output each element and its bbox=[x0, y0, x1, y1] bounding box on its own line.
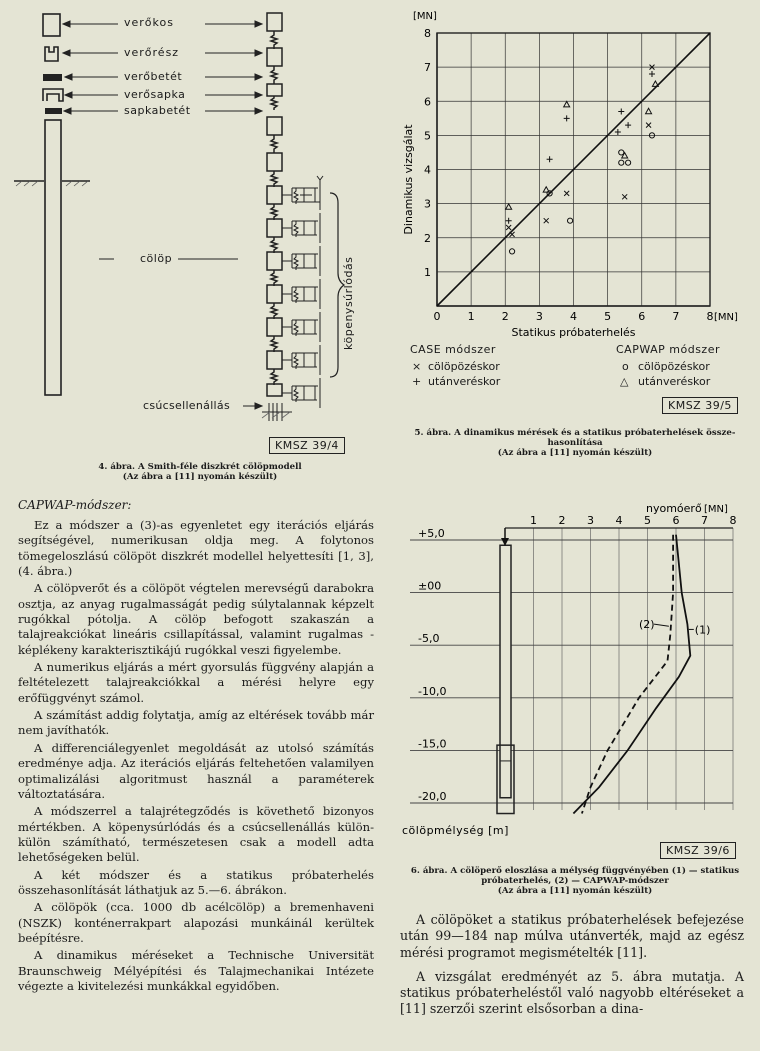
x-tick-label: 8 bbox=[706, 310, 714, 323]
fig6-caption-line1: 6. ábra. A cölöperő eloszlása a mélység függvényében (1) — statikus bbox=[410, 866, 740, 876]
paragraph: A két módszer és a statikus próbaterhelés összehasonlítását láthatjuk az 5.—6. ábrákon. bbox=[18, 867, 374, 897]
x-tick-label: 6 bbox=[638, 310, 646, 323]
legend-o-symbol: o bbox=[622, 360, 629, 373]
point-capwap-triangle bbox=[652, 81, 658, 86]
right-text-column bbox=[400, 912, 744, 1020]
point-capwap-o bbox=[619, 150, 624, 155]
y-tick-label: 4 bbox=[424, 163, 431, 177]
point-capwap-triangle bbox=[646, 108, 652, 113]
hammer-body-shape bbox=[45, 47, 58, 61]
label-hammer-ram: verőkos bbox=[124, 16, 174, 29]
paragraph: Ez a módszer a (3)-as egyenletet egy iterációs eljárás segítségével, numerikusan oldja meg. A folytonos tömegeloszlású cölöpöt diszkrét modellel helyettesíti [1, 3], (4. ábra.) bbox=[18, 518, 374, 579]
y-tick-label: 1 bbox=[424, 265, 431, 279]
x-axis-title: nyomóerő bbox=[646, 502, 702, 515]
x-tick-label: 4 bbox=[570, 310, 577, 323]
right-body bbox=[400, 912, 744, 1018]
point-case-plus bbox=[547, 156, 553, 162]
section-heading: CAPWAP-módszer: bbox=[18, 498, 132, 512]
hammer-ram-shape bbox=[43, 14, 60, 36]
point-case-x bbox=[506, 225, 511, 230]
label-skin-friction: köpenysúrlódás bbox=[342, 256, 355, 350]
x-tick-label: 2 bbox=[501, 310, 509, 323]
paragraph: A differenciálegyenlet megoldását az utolsó számítás eredménye adja. Az iterációs eljárás feltehetően valamilyen optimalizálási algoritmust használ a paraméterek változtatására. bbox=[18, 740, 374, 801]
legend-case-title: CASE módszer bbox=[410, 343, 496, 356]
fig5-caption-line1: 5. ábra. A dinamikus mérések és a statikus próbaterhelések össze- bbox=[414, 428, 736, 438]
fig5-code-box: KMSZ 39/5 bbox=[662, 397, 738, 414]
x-tick-label: 8 bbox=[729, 514, 737, 527]
paragraph: A numerikus eljárás a mért gyorsulás függvény alapján a feltételezett talajreakciókkal a mérési helyre egy erőfüggvényt számol. bbox=[18, 660, 374, 705]
point-case-x bbox=[510, 232, 515, 237]
y-tick-label: 8 bbox=[424, 27, 431, 40]
point-case-plus bbox=[625, 122, 631, 128]
label-curve-1: (1) bbox=[694, 623, 711, 637]
y-tick-label: 7 bbox=[424, 61, 431, 75]
x-unit-label: [MN] bbox=[714, 312, 738, 323]
point-case-plus bbox=[615, 129, 621, 135]
figure-6 bbox=[390, 500, 760, 900]
point-case-plus bbox=[618, 108, 624, 114]
x-tick-label: 7 bbox=[672, 310, 680, 323]
figure-4 bbox=[0, 0, 380, 490]
left-text-column bbox=[18, 498, 374, 996]
leader-curve-2 bbox=[654, 624, 669, 626]
paragraph: A vizsgálat eredményét az 5. ábra mutatja. A statikus próbaterheléstől való nagyobb eltéréseket a [11] szerzői szerint elsősorban a dina- bbox=[400, 968, 744, 1017]
cap-cushion-shape bbox=[45, 108, 62, 114]
fig6-caption-line3: (Az ábra a [11] nyomán készült) bbox=[497, 886, 653, 896]
point-capwap-o bbox=[509, 249, 514, 254]
point-capwap-o bbox=[567, 218, 572, 223]
x-tick-label: 2 bbox=[558, 514, 566, 527]
x-tick-label: 5 bbox=[644, 514, 651, 527]
y-tick-label: +5,0 bbox=[418, 527, 445, 540]
paragraph: A cölöpöket a statikus próbaterhelések befejezése után 99—184 nap múlva utánverték, majd az egész mérési programot megismételték [11]. bbox=[400, 912, 744, 960]
curve-capwap bbox=[582, 535, 673, 814]
point-case-x bbox=[622, 194, 627, 199]
fig5-chart bbox=[390, 0, 760, 350]
point-capwap-o bbox=[619, 160, 624, 165]
fig5-caption-line2: hasonlítása bbox=[547, 438, 603, 448]
legend-capwap-title: CAPWAP módszer bbox=[616, 343, 720, 356]
y-tick-label: -15,0 bbox=[418, 737, 447, 751]
y-tick-label: 5 bbox=[424, 129, 431, 143]
paragraph: A számítást addig folytatja, amíg az eltérések tovább már nem javíthatók. bbox=[18, 708, 374, 738]
legend-capwap-tri: utánveréskor bbox=[638, 375, 711, 388]
y-tick-label: -20,0 bbox=[418, 790, 447, 803]
fig6-code-box: KMSZ 39/6 bbox=[660, 842, 736, 859]
pile-shape bbox=[45, 120, 61, 395]
point-case-plus bbox=[506, 218, 512, 224]
paragraph: A cölöpök (cca. 1000 db acélcölöp) a bremenhaveni (NSZK) konténerrakpart alapozási munkáinál kerültek beépítésre. bbox=[18, 900, 374, 945]
y-tick-label: 6 bbox=[424, 95, 431, 109]
point-capwap-triangle bbox=[506, 204, 512, 209]
fig5-caption-line3: (Az ábra a [11] nyomán készült) bbox=[497, 448, 653, 458]
smith-model-drawing bbox=[0, 0, 380, 460]
point-capwap-triangle bbox=[543, 187, 549, 192]
paragraph: A dinamikus méréseket a Technische Universität Braunschweig Mélyépítési és Talajmechanikai Intézete végezte a kivitelezési munkákkal egyidőben. bbox=[18, 948, 374, 993]
point-case-plus bbox=[649, 71, 655, 77]
label-toe-resistance: csúcsellenállás bbox=[143, 399, 230, 412]
x-tick-label: 0 bbox=[433, 310, 441, 323]
paragraph: A cölöpverőt és a cölöpöt végtelen merevségű darabokra osztja, az anyag rugalmasságát pedig súlytalannak képzelt rugókkal pótolja. A cölöp befogott szakaszán a talajreakciókat lineáris csillapítással, valamint rugalmas -képlékeny karakterisztikájú rugókkal veszi figyelembe. bbox=[18, 581, 374, 657]
label-hammer-body: verőrész bbox=[124, 46, 180, 59]
label-pile: cölöp bbox=[140, 252, 173, 265]
hammer-cushion-shape bbox=[43, 74, 62, 81]
fig6-caption-line2: próbaterhelés, (2) — CAPWAP-módszer bbox=[481, 876, 669, 886]
legend-triangle-symbol: △ bbox=[620, 375, 629, 388]
point-capwap-triangle bbox=[622, 153, 628, 158]
pile-cap-shape bbox=[43, 89, 63, 101]
x-tick-label: 1 bbox=[530, 514, 537, 527]
y-tick-label: 2 bbox=[424, 231, 431, 245]
point-case-plus bbox=[564, 115, 570, 121]
paragraph: A módszerrel a talajrétegződés is követhető bizonyos mértékben. A köpenysúrlódás és a csúcsellenállás külön-külön számítható, természetesen csak a modell adta lehetőségeken belül. bbox=[18, 804, 374, 865]
fig4-caption-line2: (Az ábra a [11] nyomán készült) bbox=[122, 472, 278, 482]
y-tick-label: -5,0 bbox=[418, 632, 440, 646]
y-tick-label: 3 bbox=[424, 197, 431, 211]
x-tick-label: 6 bbox=[672, 514, 680, 527]
label-cap-cushion: sapkabetét bbox=[124, 104, 191, 117]
label-curve-2: (2) bbox=[638, 618, 655, 632]
legend-x-symbol: × bbox=[412, 360, 422, 373]
y-unit-label: [MN] bbox=[413, 11, 437, 22]
x-tick-label: 3 bbox=[587, 514, 594, 527]
point-capwap-triangle bbox=[564, 101, 570, 106]
x-tick-label: 5 bbox=[604, 310, 612, 323]
x-tick-label: 4 bbox=[615, 514, 623, 527]
y-axis-title: cölöpmélység [m] bbox=[402, 824, 509, 837]
x-axis-title: Statikus próbaterhelés bbox=[511, 326, 636, 339]
point-case-x bbox=[564, 191, 569, 196]
legend-case-plus: utánveréskor bbox=[428, 375, 501, 388]
point-case-x bbox=[646, 123, 651, 128]
point-capwap-o bbox=[626, 160, 631, 165]
point-case-x bbox=[544, 218, 549, 223]
label-pile-cap: verősapka bbox=[124, 88, 186, 101]
legend-capwap-o: cölöpözéskor bbox=[638, 360, 710, 373]
pile-shape bbox=[500, 545, 511, 797]
legend-plus-symbol: + bbox=[412, 375, 422, 388]
discrete-mass-chain bbox=[267, 13, 282, 396]
fig4-code-box: KMSZ 39/4 bbox=[269, 437, 345, 454]
y-axis-title: Dinamikus vizsgálat bbox=[402, 124, 415, 235]
legend-case-x: cölöpözéskor bbox=[428, 360, 500, 373]
left-body bbox=[18, 518, 374, 994]
y-tick-label: ±00 bbox=[418, 579, 442, 593]
x-tick-label: 1 bbox=[467, 310, 475, 323]
x-tick-label: 7 bbox=[701, 514, 708, 527]
x-tick-label: 3 bbox=[535, 310, 543, 323]
x-unit-label: [MN] bbox=[704, 504, 728, 515]
figure-5 bbox=[390, 0, 760, 470]
fig6-chart bbox=[390, 500, 760, 845]
fig4-caption-line1: 4. ábra. A Smith-féle diszkrét cölöpmodell bbox=[98, 462, 302, 472]
label-hammer-cushion: verőbetét bbox=[124, 70, 183, 83]
y-tick-label: -10,0 bbox=[418, 684, 447, 698]
